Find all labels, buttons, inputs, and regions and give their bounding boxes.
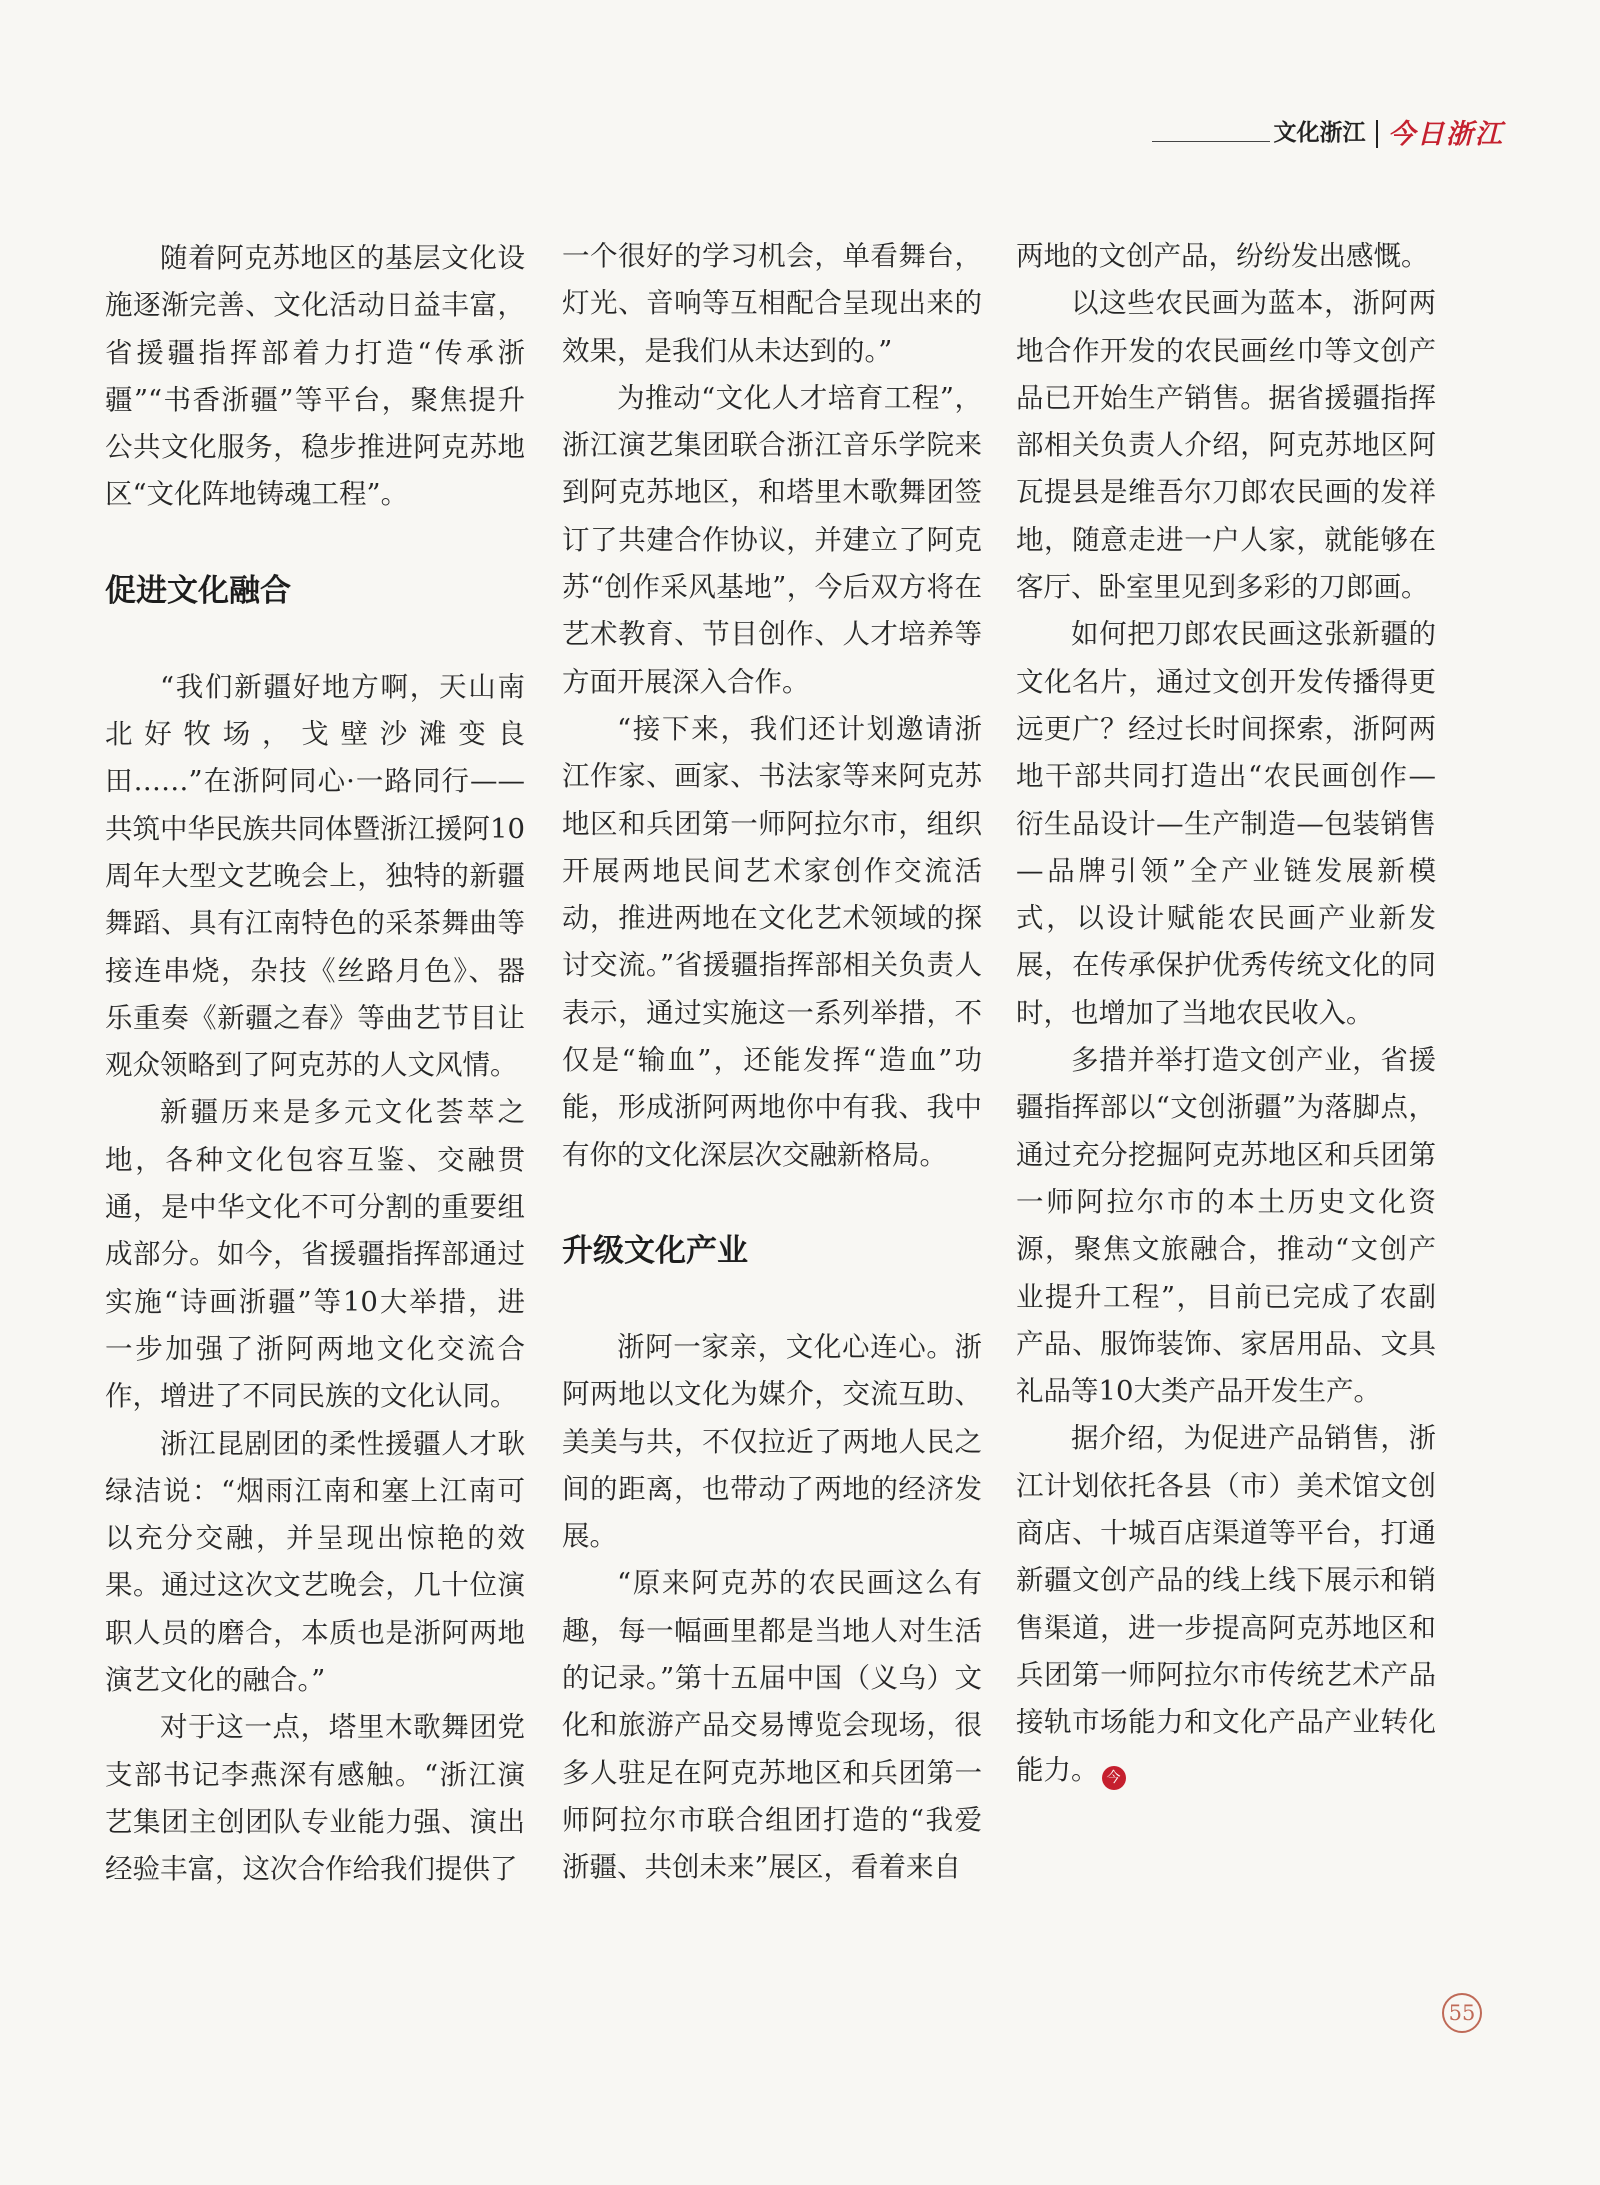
paragraph: 如何把刀郎农民画这张新疆的文化名片，通过文创开发传播得更远更广？经过长时间探索，浙阿两地干部共同打造出“农民画创作—衍生品设计—生产制造—包装销售—品牌引领”全产业链发展新模式，以设计赋能农民画产业新发展，在传承保护优秀传统文化的同时，也增加了当地农民收入。 bbox=[1016, 618, 1436, 1029]
article-column-1 bbox=[105, 235, 525, 1894]
paragraph-text: 据介绍，为促进产品销售，浙江计划依托各县（市）美术馆文创商店、十城百店渠道等平台，打通新疆文创产品的线上线下展示和销售渠道，进一步提高阿克苏地区和兵团第一师阿拉尔市传统艺术产品接轨市场能力和文化产品产业转化能力。 bbox=[1016, 1422, 1436, 1786]
page-header bbox=[1152, 120, 1505, 148]
paragraph: 对于这一点，塔里木歌舞团党支部书记李燕深有感触。“浙江演艺集团主创团队专业能力强、演出经验丰富，这次合作给我们提供了 bbox=[105, 1711, 525, 1886]
section-heading-culture-industry: 升级文化产业 bbox=[562, 1232, 748, 1269]
section-heading-culture-integration: 促进文化融合 bbox=[105, 572, 291, 609]
paragraph-continued: 两地的文创产品，纷纷发出感慨。 bbox=[1016, 240, 1429, 272]
paragraph: 新疆历来是多元文化荟萃之地，各种文化包容互鉴、交融贯通，是中华文化不可分割的重要组成部分。如今，省援疆指挥部通过实施“诗画浙疆”等10大举措，进一步加强了浙阿两地文化交流合作，增进了不同民族的文化认同。 bbox=[105, 1096, 525, 1413]
magazine-logo: 今日浙江 bbox=[1388, 119, 1504, 150]
page-number: 55 bbox=[1442, 1993, 1482, 2033]
paragraph: “原来阿克苏的农民画这么有趣，每一幅画里都是当地人对生活的记录。”第十五届中国（义乌）文化和旅游产品交易博览会现场，很多人驻足在阿克苏地区和兵团第一师阿拉尔市联合组团打造的“我爱浙疆、共创未来”展区，看着来自 bbox=[562, 1567, 982, 1884]
paragraph: 为推动“文化人才培育工程”，浙江演艺集团联合浙江音乐学院来到阿克苏地区，和塔里木歌舞团签订了共建合作协议，并建立了阿克苏“创作采风基地”，今后双方将在艺术教育、节目创作、人才培养等方面开展深入合作。 bbox=[562, 381, 982, 698]
section-name: 文化浙江 bbox=[1273, 120, 1366, 146]
paragraph: 浙江昆剧团的柔性援疆人才耿绿洁说：“烟雨江南和塞上江南可以充分交融，并呈现出惊艳的效果。通过这次文艺晚会，几十位演职人员的磨合，本质也是浙阿两地演艺文化的融合。” bbox=[105, 1427, 525, 1697]
article-column-3 bbox=[1016, 233, 1436, 1794]
end-mark-icon: 今 bbox=[1102, 1766, 1126, 1790]
paragraph: “接下来，我们还计划邀请浙江作家、画家、书法家等来阿克苏地区和兵团第一师阿拉尔市，组织开展两地民间艺术家创作交流活动，推进两地在文化艺术领域的探讨交流。”省援疆指挥部相关负责人表示，通过实施这一系列举措，不仅是“输血”，还能发挥“造血”功能，形成浙阿两地你中有我、我中有你的文化深层次交融新格局。 bbox=[562, 712, 982, 1171]
paragraph: 多措并举打造文创产业，省援疆指挥部以“文创浙疆”为落脚点，通过充分挖掘阿克苏地区和兵团第一师阿拉尔市的本土历史文化资源，聚焦文旅融合，推动“文创产业提升工程”，目前已完成了农副产品、服饰装饰、家居用品、文具礼品等10大类产品开发生产。 bbox=[1016, 1044, 1436, 1408]
header-divider bbox=[1376, 120, 1379, 148]
paragraph-continued: 一个很好的学习机会，单看舞台，灯光、音响等互相配合呈现出来的效果，是我们从未达到的。” bbox=[562, 240, 982, 367]
paragraph: 以这些农民画为蓝本，浙阿两地合作开发的农民画丝巾等文创产品已开始生产销售。据省援疆指挥部相关负责人介绍，阿克苏地区阿瓦提县是维吾尔刀郎农民画的发祥地，随意走进一户人家，就能够在客厅、卧室里见到多彩的刀郎画。 bbox=[1016, 287, 1436, 604]
paragraph: 随着阿克苏地区的基层文化设施逐渐完善、文化活动日益丰富，省援疆指挥部着力打造“传承浙疆”“书香浙疆”等平台，聚焦提升公共文化服务，稳步推进阿克苏地区“文化阵地铸魂工程”。 bbox=[105, 242, 525, 511]
article-column-2 bbox=[562, 233, 982, 1892]
paragraph: “我们新疆好地方啊，天山南北好牧场，戈壁沙滩变良田……”在浙阿同心·一路同行——共筑中华民族共同体暨浙江援阿10周年大型文艺晚会上，独特的新疆舞蹈、具有江南特色的采茶舞曲等接连串烧，杂技《丝路月色》、器乐重奏《新疆之春》等曲艺节目让观众领略到了阿克苏的人文风情。 bbox=[105, 670, 525, 1082]
paragraph: 浙阿一家亲，文化心连心。浙阿两地以文化为媒介，交流互助、美美与共，不仅拉近了两地人民之间的距离，也带动了两地的经济发展。 bbox=[562, 1330, 982, 1553]
paragraph-final bbox=[1016, 1415, 1436, 1793]
header-rule bbox=[1152, 141, 1270, 142]
